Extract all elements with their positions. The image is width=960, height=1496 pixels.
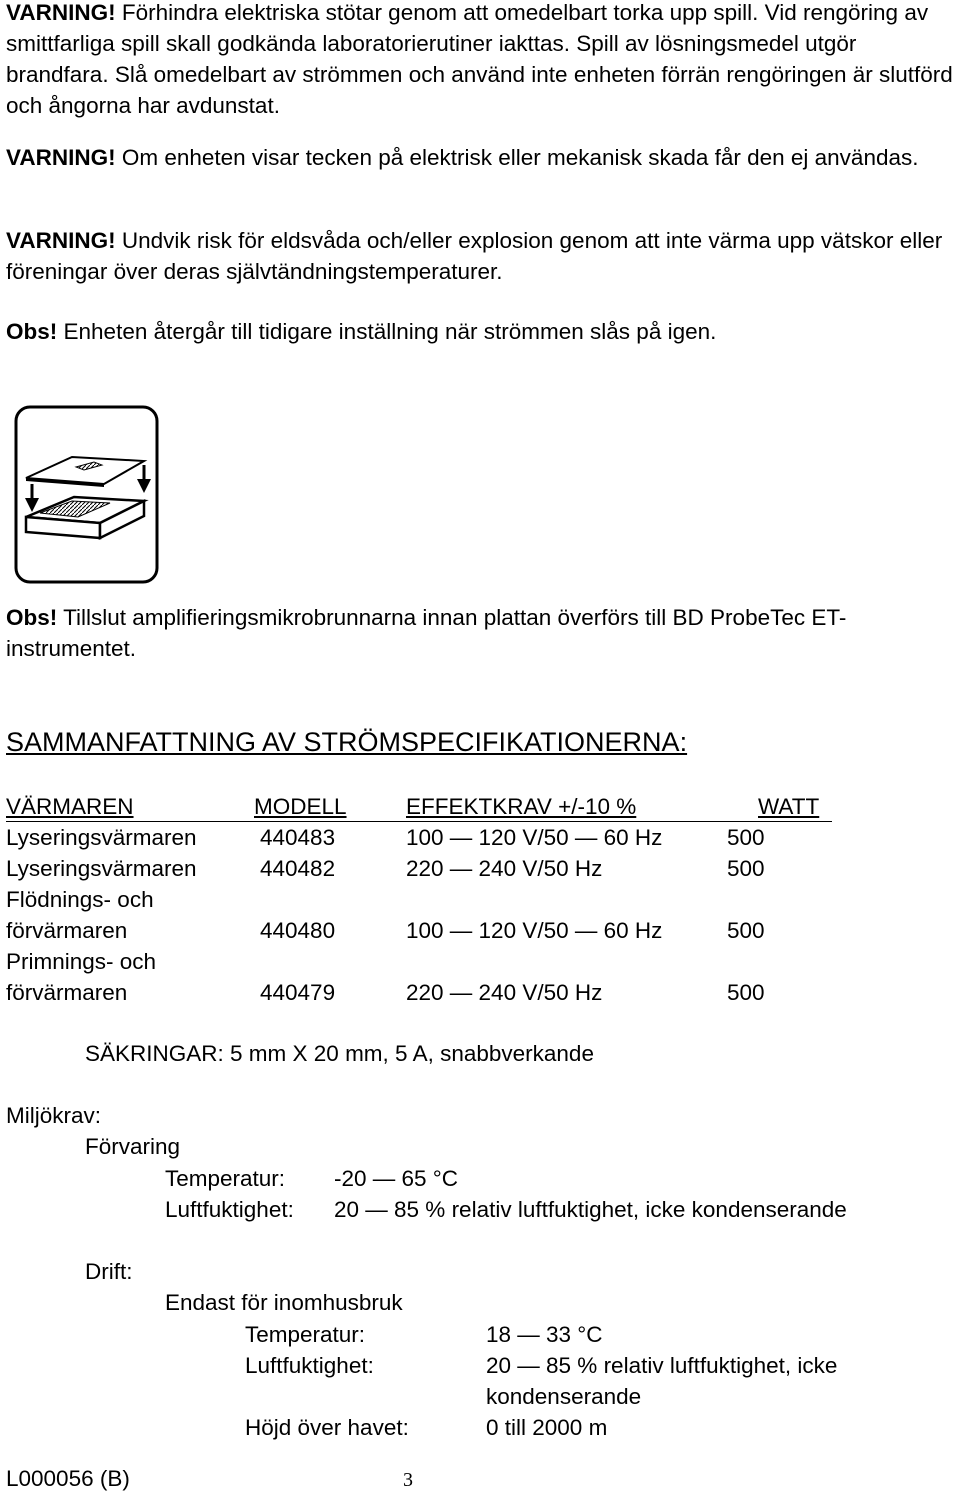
spec-row-name: Flödnings- och [6,887,154,912]
warning-paragraph [6,142,960,173]
note-paragraph [6,316,960,347]
spec-row-watt: 500 [727,825,765,850]
spec-row-name: förvärmaren [6,980,128,1005]
operation-subtitle: Endast för inomhusbruk [165,1290,403,1315]
plate-seal-icon [14,405,160,585]
spec-row-name: Primnings- och [6,949,157,974]
storage-temp-label: Temperatur: [165,1166,286,1191]
warning-paragraph [6,225,960,287]
operation-temp-value: 18 — 33 °C [486,1322,603,1347]
warning-label: VARNING! [6,0,116,25]
operation-humidity-label: Luftfuktighet: [245,1353,374,1378]
spec-row-watt: 500 [727,856,765,881]
header-underline [6,821,832,822]
note-text: Enheten återgår till tidigare inställning när strömmen slås på igen. [57,319,717,344]
operation-humidity-value-cont: kondenserande [486,1384,642,1409]
warning-text: Undvik risk för eldsvåda och/eller explosion genom att inte värma upp vätskor eller föreningar över deras självtändningstemperaturer. [6,228,943,284]
spec-row-model: 440483 [260,825,336,850]
warning-label: VARNING! [6,145,116,170]
header-power: EFFEKTKRAV +/-10 % [406,794,637,819]
warning-text: Om enheten visar tecken på elektrisk eller mekanisk skada får den ej användas. [115,145,919,170]
spec-header-row [6,794,832,821]
header-heater: VÄRMAREN [6,794,134,819]
note-text: Tillslut amplifieringsmikrobrunnarna innan plattan överförs till BD ProbeTec ET-instrumentet. [6,605,847,661]
spec-row-model: 440479 [260,980,336,1005]
warning-text: Förhindra elektriska stötar genom att omedelbart torka upp spill. Vid rengöring av smittfarliga spill skall godkända laboratorierutiner iakttas. Spill av lösningsmedel utgör brandfara. Slå omedelbart av strömmen och använd inte enheten förrän rengöringen är slutförd och ångorna har avdunstat. [6,0,953,118]
operation-altitude-label: Höjd över havet: [245,1415,409,1440]
header-model: MODELL [254,794,347,819]
spec-row-model: 440482 [260,856,336,881]
environment-title: Miljökrav: [6,1103,102,1128]
operation-title: Drift: [85,1259,133,1284]
storage-temp-value: -20 — 65 °C [334,1166,459,1191]
spec-row-model: 440480 [260,918,336,943]
fuses-text: SÄKRINGAR: 5 mm X 20 mm, 5 A, snabbverkande [85,1041,594,1066]
spec-row-name: Lyseringsvärmaren [6,825,197,850]
storage-title: Förvaring [85,1134,181,1159]
page-number: 3 [403,1469,413,1491]
spec-title: SAMMANFATTNING AV STRÖMSPECIFIKATIONERNA: [6,727,688,757]
spec-row-power: 100 — 120 V/50 — 60 Hz [406,825,663,850]
spec-row-power: 220 — 240 V/50 Hz [406,980,603,1005]
spec-row-name: Lyseringsvärmaren [6,856,197,881]
spec-row-name: förvärmaren [6,918,128,943]
note-label: Obs! [6,605,58,630]
spec-row-watt: 500 [727,918,765,943]
warning-label: VARNING! [6,228,116,253]
storage-humidity-label: Luftfuktighet: [165,1197,294,1222]
warning-paragraph [6,0,960,121]
operation-altitude-value: 0 till 2000 m [486,1415,608,1440]
note-label: Obs! [6,319,58,344]
storage-humidity-value: 20 — 85 % relativ luftfuktighet, icke kondenserande [334,1197,847,1222]
spec-row-watt: 500 [727,980,765,1005]
operation-temp-label: Temperatur: [245,1322,366,1347]
spec-row-power: 100 — 120 V/50 — 60 Hz [406,918,663,943]
header-watt: WATT [758,794,820,819]
document-id: L000056 (B) [6,1466,130,1491]
note-paragraph [6,602,960,664]
operation-humidity-value: 20 — 85 % relativ luftfuktighet, icke [486,1353,838,1378]
spec-row-power: 220 — 240 V/50 Hz [406,856,603,881]
